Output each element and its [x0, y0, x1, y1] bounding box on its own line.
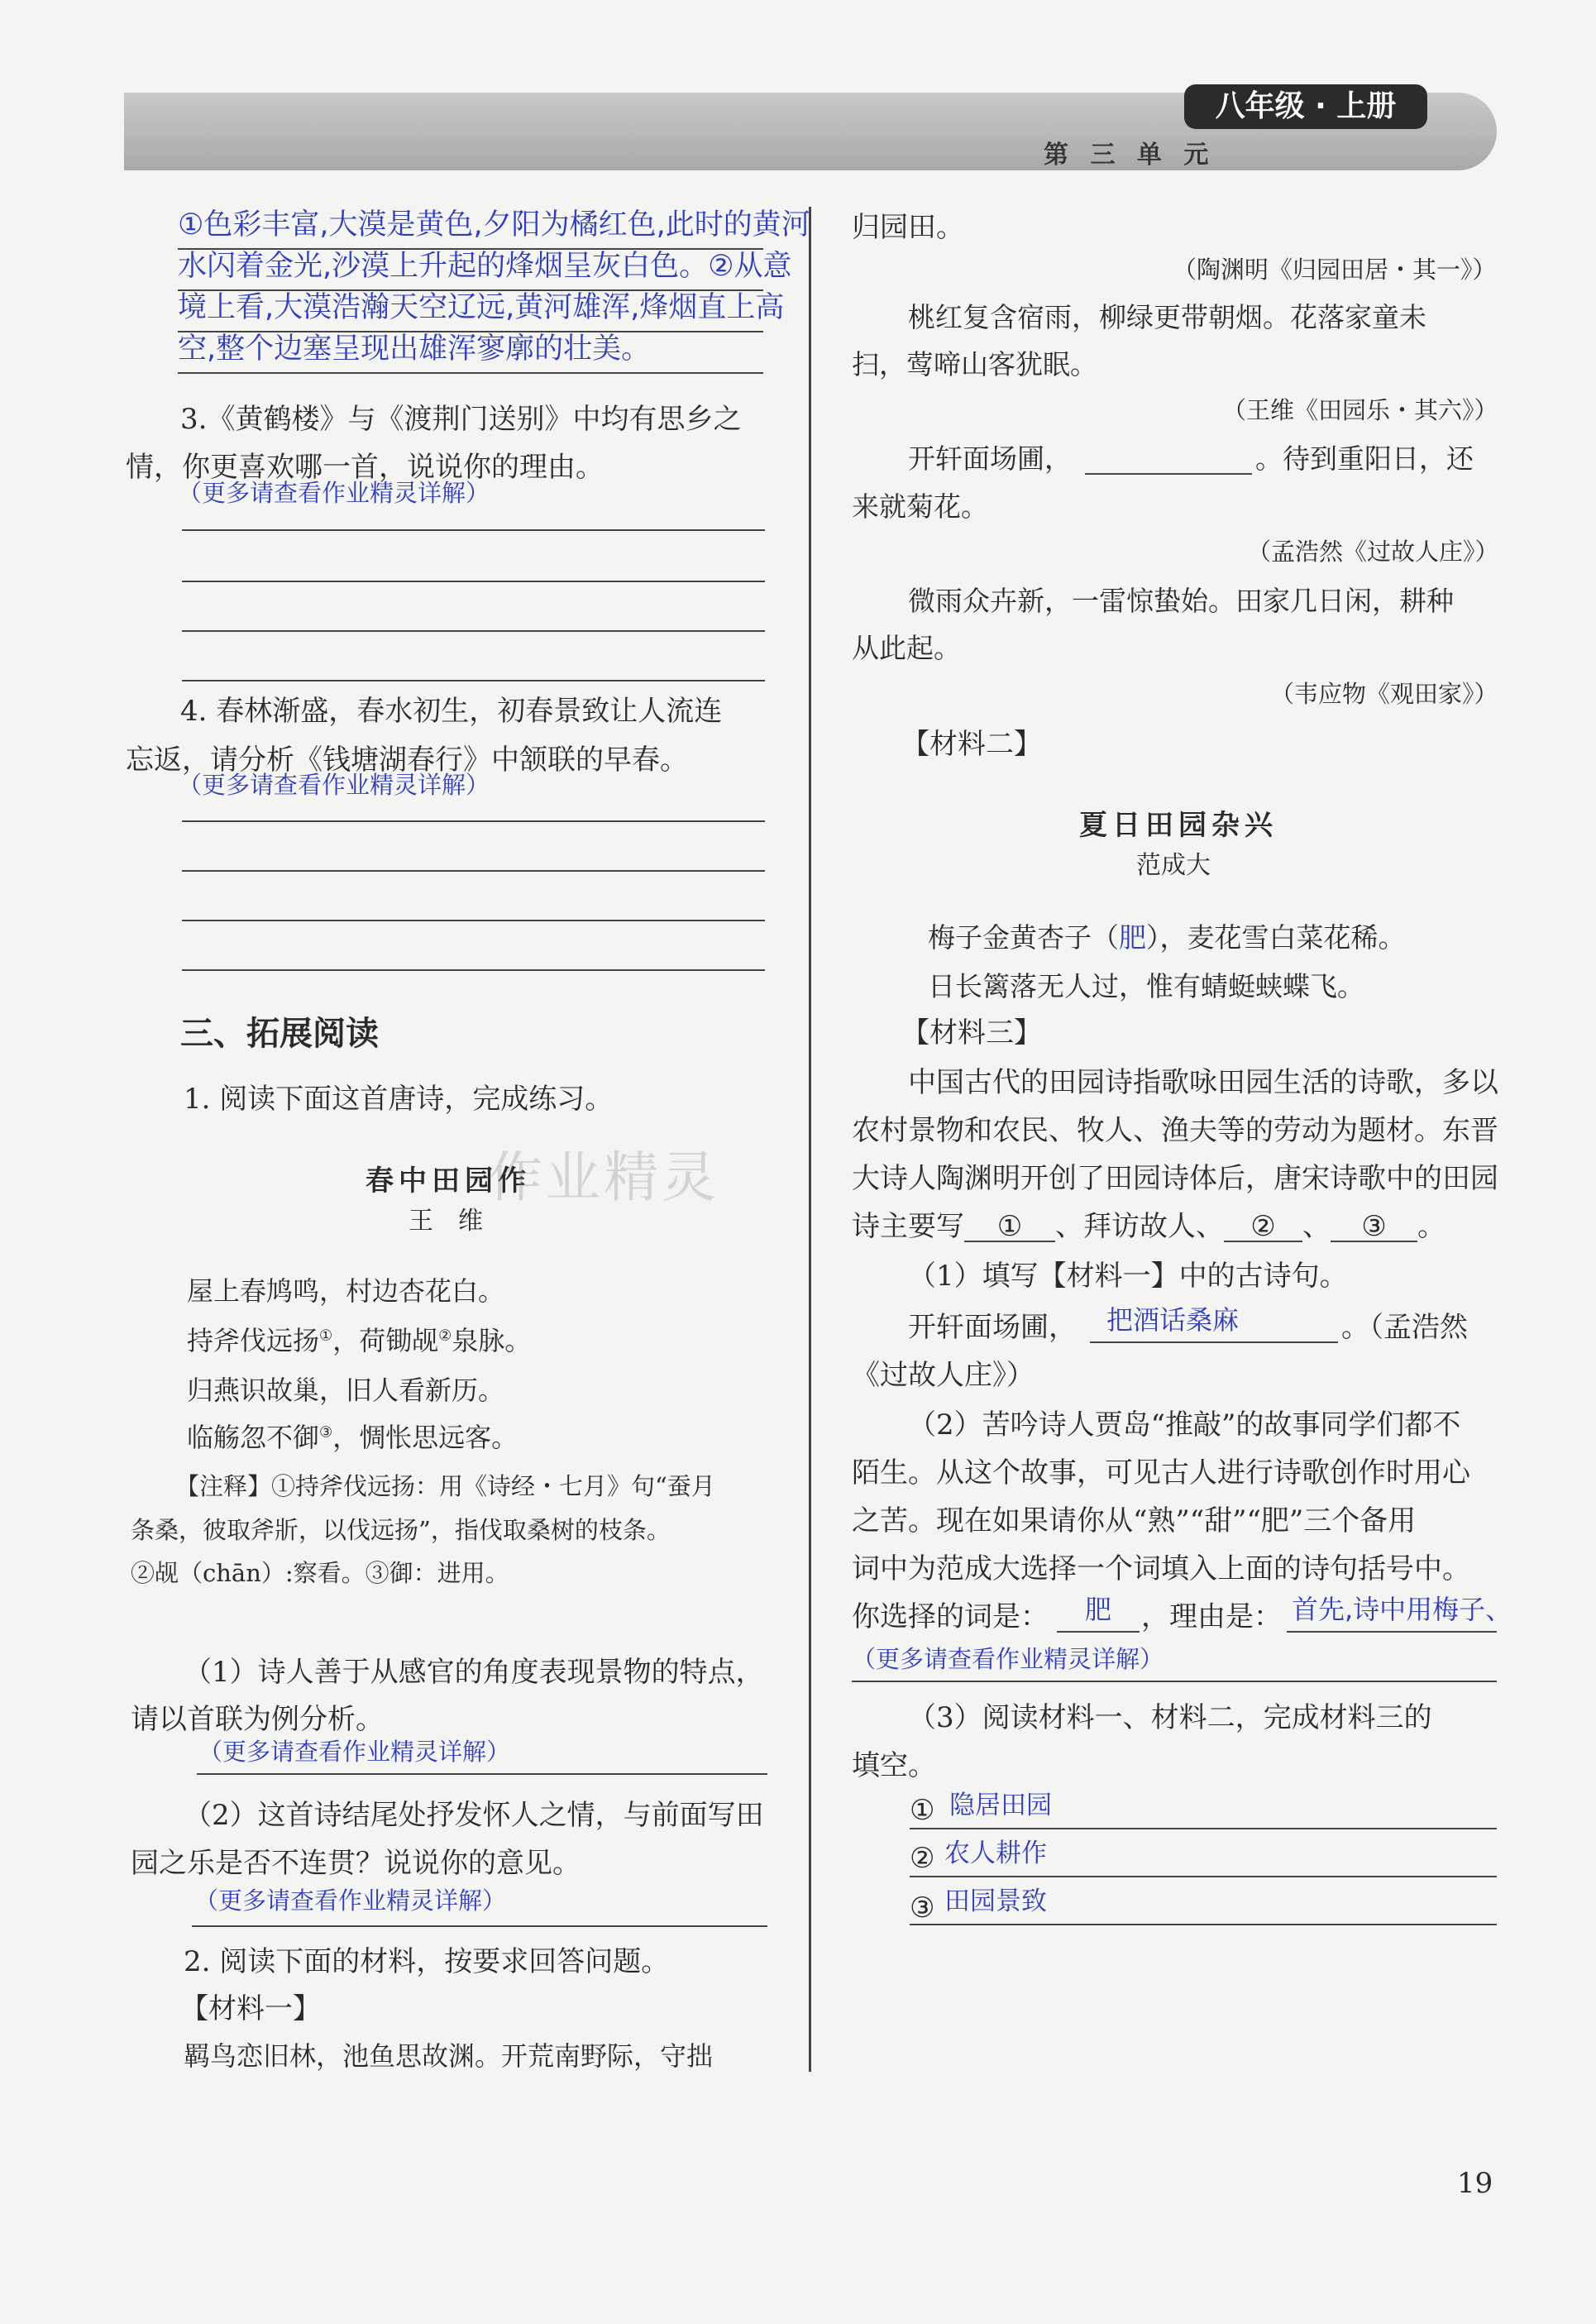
answer-line — [182, 581, 765, 582]
poem-line: 日长篱落无人过，惟有蜻蜓蛱蝶飞。 — [928, 970, 1364, 1002]
q1-answer: 把酒话桑麻 — [1106, 1304, 1240, 1336]
q3-answer: （更多请查看作业精灵详解） — [178, 479, 490, 507]
r1-q1-answer: （更多请查看作业精灵详解） — [198, 1738, 511, 1766]
q4-answer: （更多请查看作业精灵详解） — [178, 771, 490, 799]
answer-line — [910, 1876, 1497, 1877]
answer2-line: 水闪着金光,沙漠上升起的烽烟呈灰白色。②从意 — [178, 250, 792, 283]
question-3: 填空。 — [852, 1749, 936, 1782]
reading1-prompt: 1. 阅读下面这首唐诗，完成练习。 — [184, 1083, 614, 1116]
material-line: 微雨众卉新，一雷惊蛰始。田家几日闲，耕种 — [908, 585, 1454, 617]
answer-line — [910, 1924, 1497, 1925]
r1-q1: （1）诗人善于从感官的角度表现景物的特点， — [184, 1656, 764, 1689]
q3-answer: 农人耕作 — [944, 1839, 1047, 1868]
reading2-prompt: 2. 阅读下面的材料，按要求回答问题。 — [184, 1945, 670, 1978]
q4-text: 忘返，请分析《钱塘湖春行》中颔联的早春。 — [126, 744, 688, 777]
question-2-word-label: 你选择的词是： — [852, 1600, 1049, 1633]
material-line: 羁鸟恋旧林，池鱼思故渊。开荒南野际，守拙 — [184, 2040, 714, 2072]
poem-author: 王 维 — [409, 1207, 483, 1236]
answer2-line: 空,整个边塞呈现出雄浑寥廓的壮美。 — [178, 332, 651, 366]
watermark: 作业精灵 — [488, 1145, 719, 1209]
material-label: 【材料三】 — [901, 1016, 1042, 1050]
question-1-line: 《过故人庄》） — [852, 1359, 1035, 1392]
material-line: 中国古代的田园诗指歌咏田园生活的诗歌，多以 — [908, 1066, 1498, 1099]
answer2-line: ①色彩丰富,大漠是黄色,夕阳为橘红色,此时的黄河 — [178, 208, 810, 241]
question-3: （3）阅读材料一、材料二，完成材料三的 — [908, 1701, 1432, 1734]
r1-q2: （2）这首诗结尾处抒发怀人之情，与前面写田 — [184, 1799, 764, 1832]
r1-q2-answer: （更多请查看作业精灵详解） — [194, 1886, 507, 1915]
material-label: 【材料二】 — [901, 728, 1042, 761]
poem-line: 归燕识故巢，旧人看新历。 — [187, 1375, 505, 1406]
q3-answer-num: ① — [910, 1794, 935, 1827]
source-citation: （王维《田园乐・其六》） — [1222, 396, 1498, 424]
material-line: 诗主要写 ① 、拜访故人、 ② 、 ③ 。 — [852, 1210, 1445, 1243]
question-2-reason-label: ，理由是： — [1141, 1600, 1282, 1633]
answer-line — [197, 1773, 767, 1775]
source-citation: （陶渊明《归园田居・其一》） — [1173, 256, 1497, 284]
question-2: 词中为范成大选择一个词填入上面的诗句括号中。 — [852, 1552, 1470, 1585]
material-line: 扫，莺啼山客犹眠。 — [852, 348, 1097, 380]
material-line: 农村景物和农民、牧人、渔夫等的劳动为题材。东晋 — [852, 1114, 1498, 1147]
material-line: 。待到重阳日，还 — [1255, 442, 1474, 475]
question-2: （2）苦吟诗人贾岛“推敲”的故事同学们都不 — [908, 1408, 1461, 1442]
answer-line — [182, 820, 765, 822]
question-1-line: 开轩面场圃， — [908, 1311, 1077, 1344]
r1-q1: 请以首联为例分析。 — [131, 1703, 384, 1736]
answer-line — [1090, 1341, 1338, 1343]
answer-line — [852, 1681, 1497, 1682]
page-number: 19 — [1457, 2167, 1493, 2200]
blank-1: ① — [964, 1212, 1055, 1242]
q2-more: （更多请查看作业精灵详解） — [852, 1645, 1164, 1673]
answer-line — [182, 630, 765, 632]
poem-fill-answer: 肥 — [1119, 921, 1146, 954]
material-line: 大诗人陶渊明开创了田园诗体后，唐宋诗歌中的田园 — [852, 1162, 1498, 1195]
q3-text: 3.《黄鹤楼》与《渡荆门送别》中均有思乡之 — [180, 403, 742, 436]
answer-line — [910, 1828, 1497, 1829]
answer-line — [182, 969, 765, 971]
answer-line — [182, 529, 765, 531]
answer-line — [182, 920, 765, 921]
material-line: 从此起。 — [852, 632, 961, 664]
q2-reason-answer: 首先,诗中用梅子、 — [1292, 1594, 1512, 1625]
grade-label: 八年级 · 上册 — [1184, 84, 1427, 129]
source-citation: （韦应物《观田家》） — [1270, 680, 1498, 708]
material-line: 桃红复含宿雨，柳绿更带朝烟。花落家童未 — [908, 301, 1426, 333]
q3-answer: 隐居田园 — [949, 1791, 1052, 1820]
poem-line: 梅子金黄杏子（肥），麦花雪白菜花稀。 — [928, 921, 1406, 954]
poem-title: 春中田园作 — [366, 1164, 531, 1198]
poem-line: 持斧伐远扬①，荷锄觇②泉脉。 — [187, 1325, 532, 1356]
blank-3: ③ — [1331, 1212, 1417, 1242]
note-line: 条桑，彼取斧斨，以伐远扬”，指伐取桑树的枝条。 — [131, 1516, 671, 1544]
material-line: 归园田。 — [852, 211, 964, 244]
q4-text: 4. 春林渐盛，春水初生，初春景致让人流连 — [180, 695, 723, 728]
question-1-line: 。（孟浩然 — [1341, 1311, 1468, 1344]
question-2: 陌生。从这个故事，可见古人进行诗歌创作时用心 — [852, 1456, 1470, 1490]
q3-text: 情，你更喜欢哪一首，说说你的理由。 — [126, 451, 604, 484]
material-line: 开轩面场圃， — [908, 442, 1072, 475]
poem-line: 临觞忽不御③，惆怅思远客。 — [187, 1422, 518, 1453]
q3-answer: 田园景致 — [944, 1886, 1047, 1916]
source-citation: （孟浩然《过故人庄》） — [1247, 538, 1499, 566]
answer2-line: 境上看,大漠浩瀚天空辽远,黄河雄浑,烽烟直上高 — [178, 291, 785, 324]
answer-line — [182, 870, 765, 872]
material-line: 来就菊花。 — [852, 490, 988, 523]
unit-label: 第 三 单 元 — [1044, 141, 1216, 170]
note-line: 【注释】①持斧伐远扬：用《诗经・七月》句“蚕月 — [175, 1472, 715, 1500]
answer-line — [1287, 1631, 1497, 1633]
section-title: 三、拓展阅读 — [180, 1015, 379, 1053]
answer-line — [182, 680, 765, 681]
poem-line: 屋上春鸠鸣，村边杏花白。 — [187, 1275, 505, 1307]
answer-line — [178, 372, 763, 374]
blank-2: ② — [1224, 1212, 1302, 1242]
q3-answer-num: ③ — [910, 1891, 935, 1925]
answer-line — [192, 1925, 767, 1927]
poem-author: 范成大 — [1136, 851, 1211, 880]
question-2: 之苦。现在如果请你从“熟”“甜”“肥”三个备用 — [852, 1504, 1417, 1537]
question-1: （1）填写【材料一】中的古诗句。 — [908, 1260, 1348, 1293]
r1-q2: 园之乐是否不连贯？说说你的意见。 — [131, 1847, 581, 1880]
answer-line — [1057, 1631, 1140, 1633]
column-divider — [809, 207, 811, 2072]
q3-answer-num: ② — [910, 1842, 935, 1875]
fill-blank — [1085, 473, 1252, 475]
q2-word-answer: 肥 — [1085, 1594, 1112, 1625]
material-label: 【材料一】 — [180, 1992, 321, 2025]
note-line: ②觇（chān）:察看。③御：进用。 — [131, 1559, 509, 1587]
poem-title: 夏日田园杂兴 — [1079, 809, 1278, 842]
